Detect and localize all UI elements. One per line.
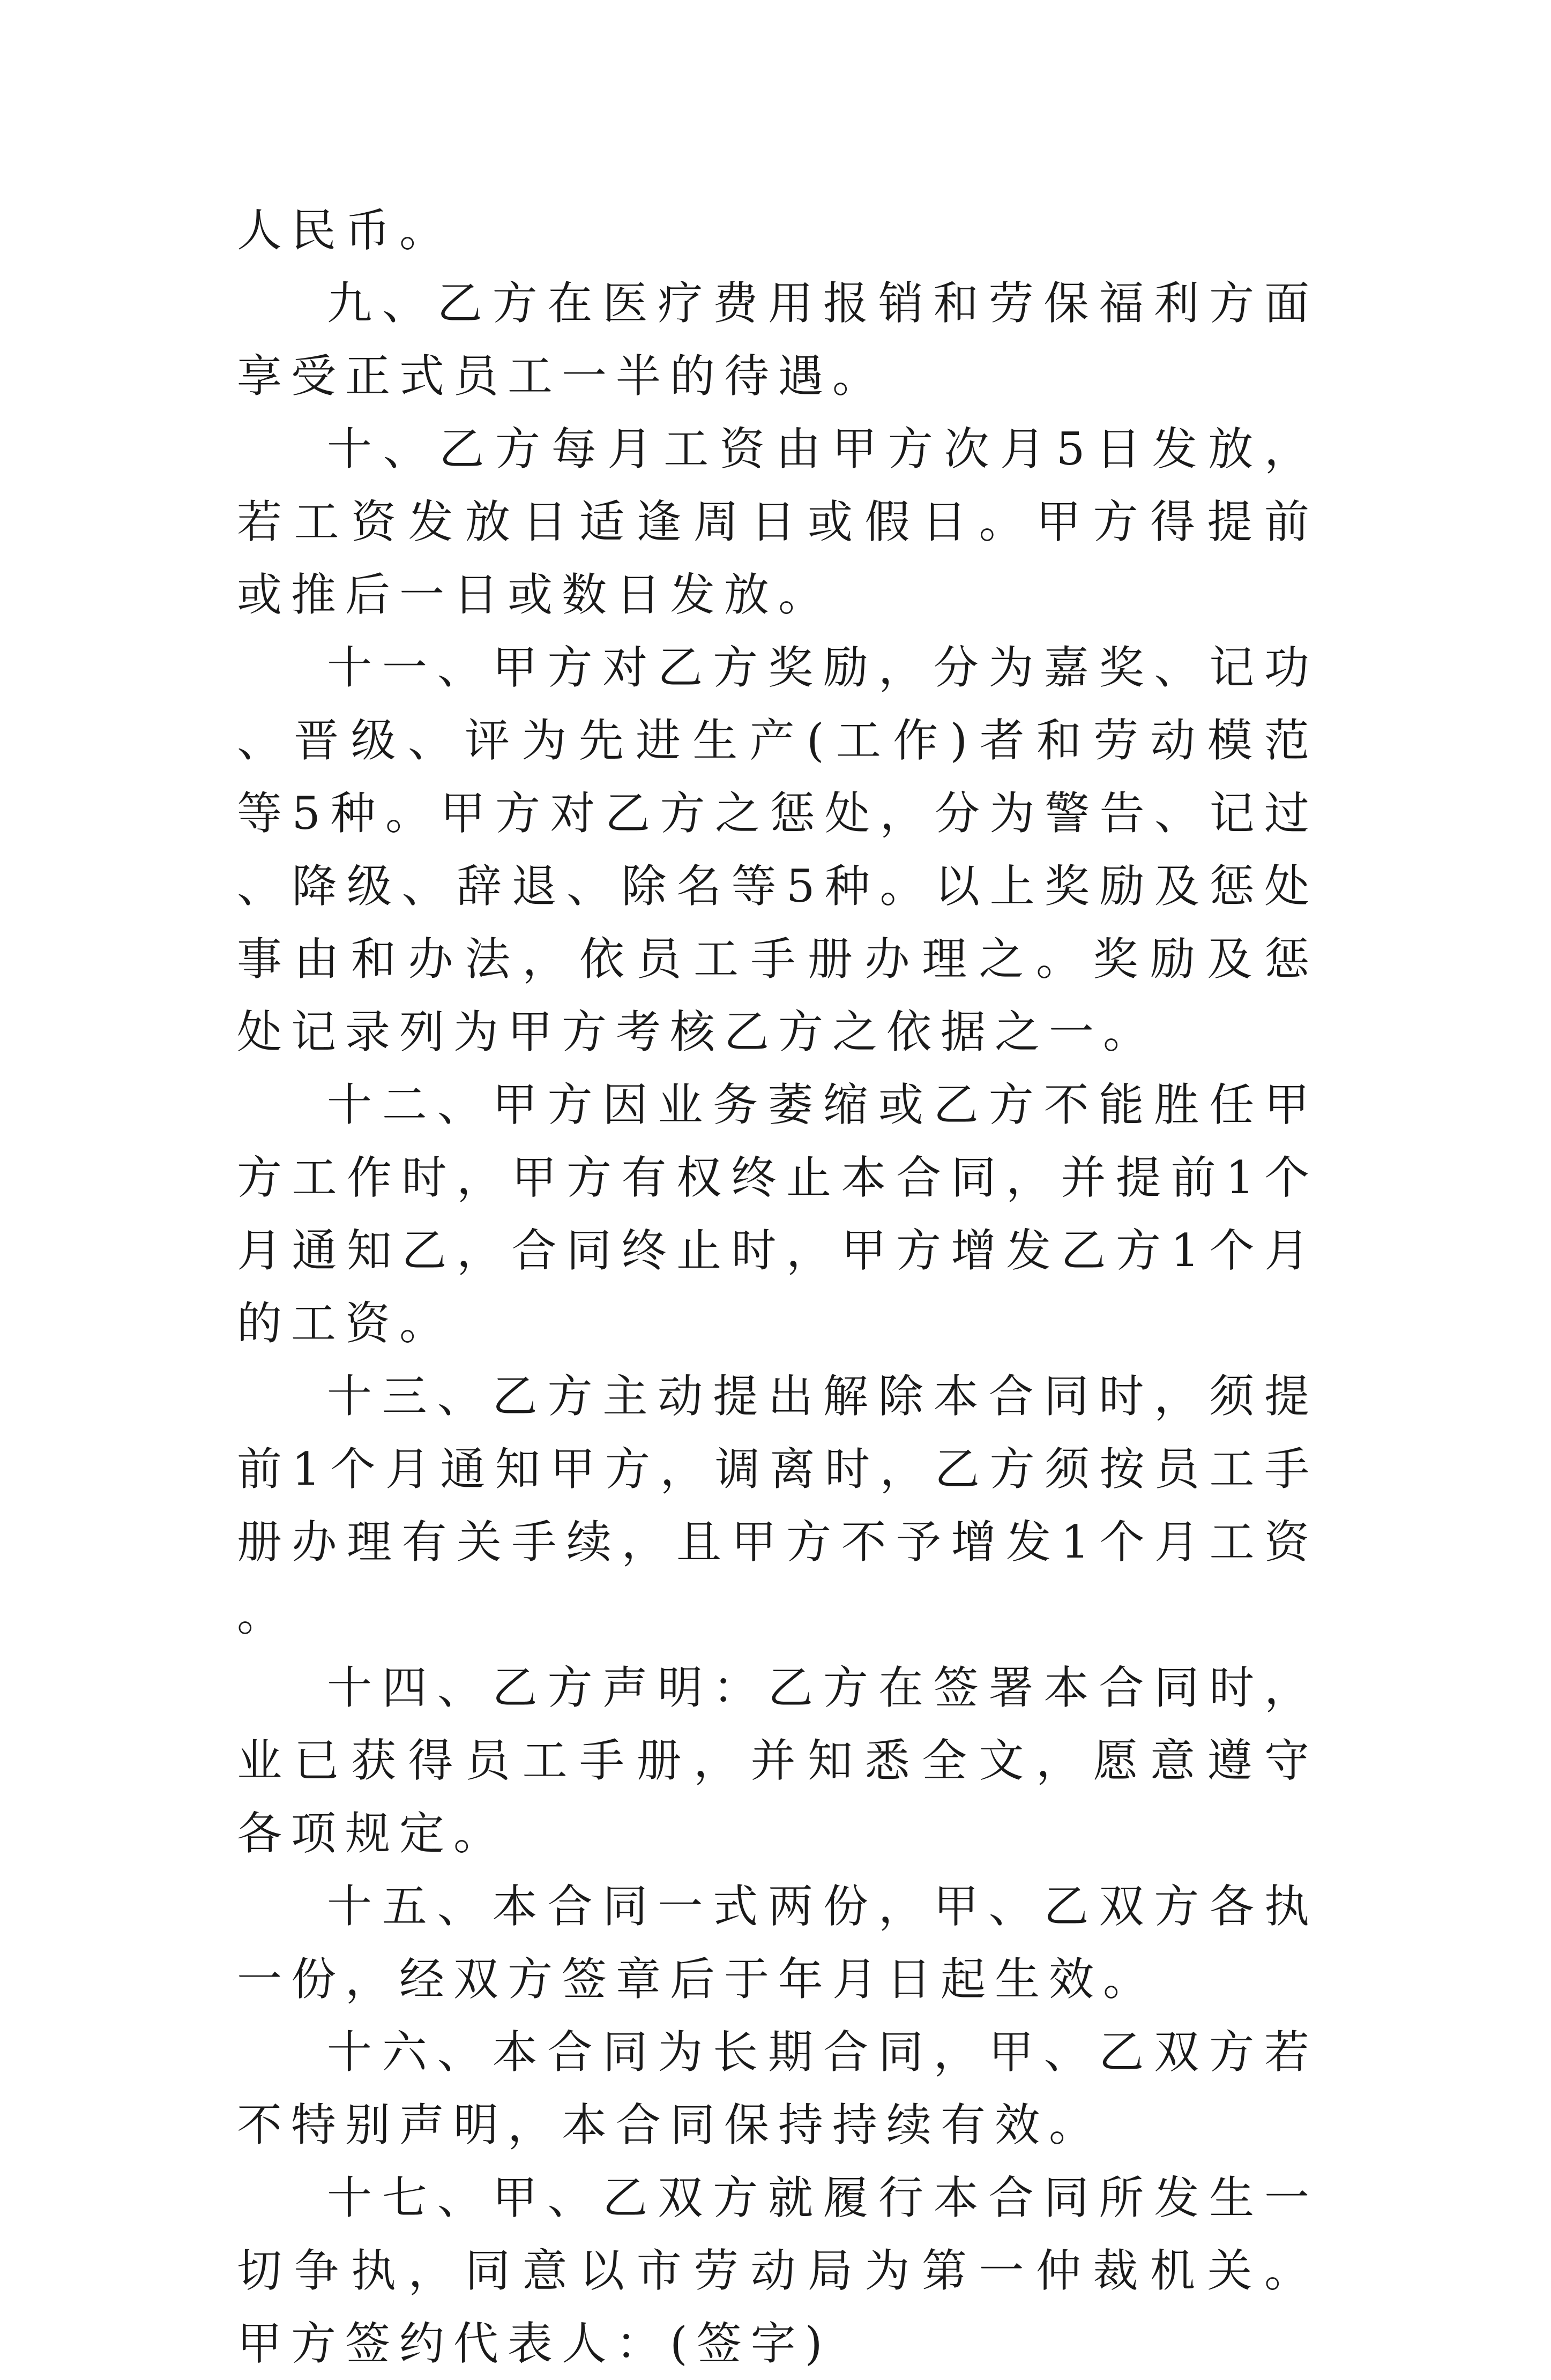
clause-12: 十二、甲方因业务萎缩或乙方不能胜任甲方工作时，甲方有权终止本合同，并提前1个月通知乙，合同终止时，甲方增发乙方1个月的工资。 <box>237 1079 1318 1350</box>
clause-14: 十四、乙方声明：乙方在签署本合同时，业已获得员工手册，并知悉全文，愿意遵守各项规定。 <box>237 1661 1318 1860</box>
clause-17: 十七、甲、乙双方就履行本合同所发生一切争执，同意以市劳动局为第一仲裁机关。 甲方签约代表人：(签字) <box>237 2172 1318 2370</box>
clause-13: 十三、乙方主动提出解除本合同时，须提前1个月通知甲方，调离时，乙方须按员工手册办理有关手续，且甲方不予增发1个月工资。 <box>237 1370 1318 1641</box>
clause-16: 十六、本合同为长期合同，甲、乙双方若不特别声明，本合同保持持续有效。 <box>237 2026 1318 2151</box>
clause-15: 十五、本合同一式两份，甲、乙双方各执一份，经双方签章后于年月日起生效。 <box>237 1880 1318 2005</box>
clause-10: 十、乙方每月工资由甲方次月5日发放，若工资发放日适逢周日或假日。甲方得提前或推后一日或数日发放。 <box>237 423 1318 621</box>
clause-9: 九、乙方在医疗费用报销和劳保福利方面享受正式员工一半的待遇。 <box>237 277 1318 402</box>
contract-body <box>237 194 1318 2380</box>
paragraph-renminbi: 人民币。 <box>237 204 454 257</box>
clause-11: 十一、甲方对乙方奖励，分为嘉奖、记功、晋级、评为先进生产(工作)者和劳动模范等5种。甲方对乙方之惩处，分为警告、记过、降级、辞退、除名等5种。以上奖励及惩处事由和办法，依员工手册办理之。奖励及惩处记录列为甲方考核乙方之依据之一。 <box>237 641 1318 1058</box>
